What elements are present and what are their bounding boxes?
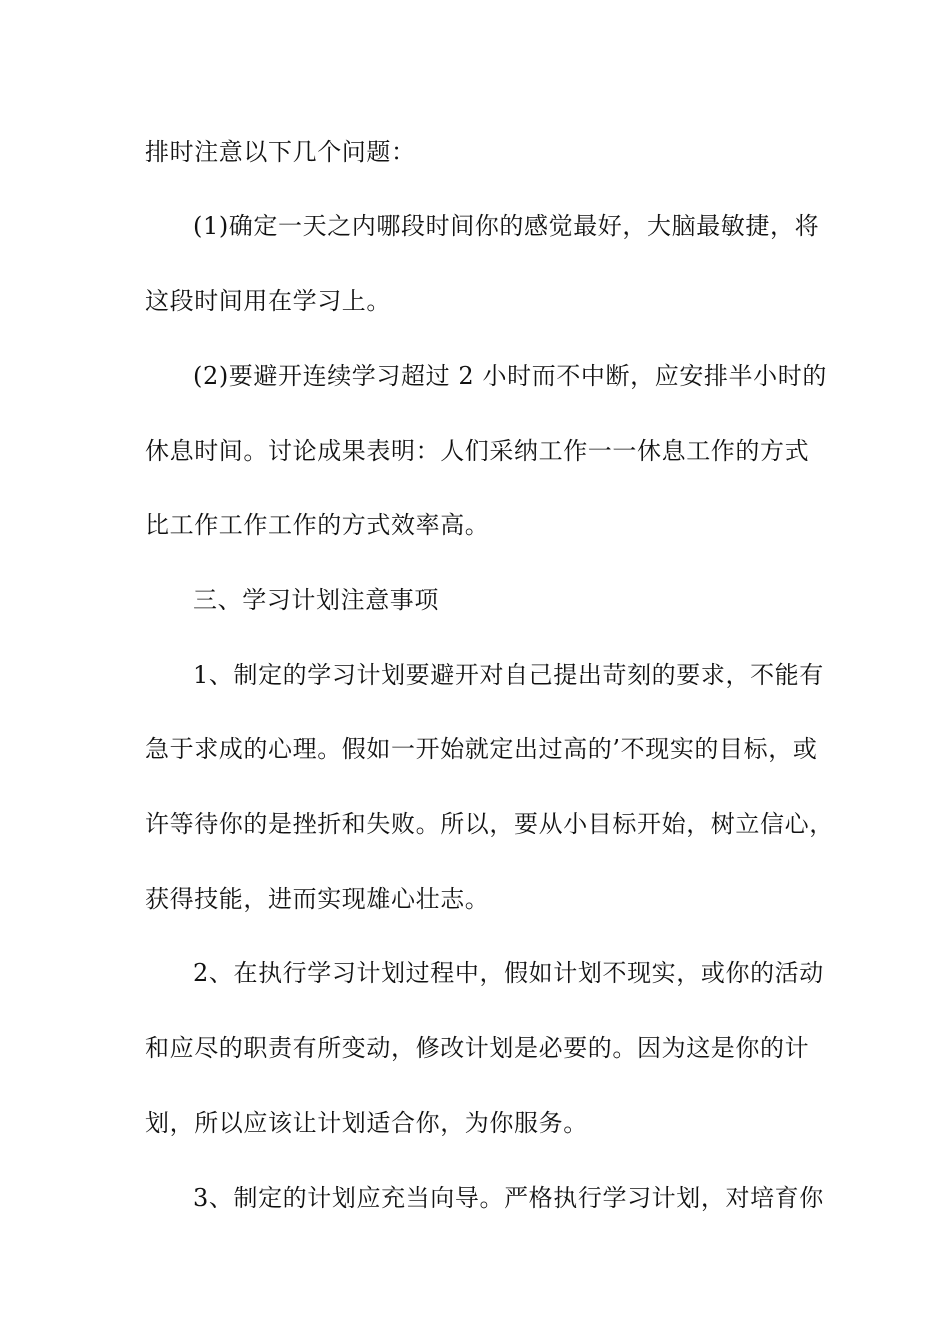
text-line-11: 获得技能，进而实现雄心壮志。 [145,885,490,913]
text-line-8: 1、制定的学习计划要避开对自己提出苛刻的要求，不能有 [193,661,824,689]
text-line-13: 和应尽的职责有所变动，修改计划是必要的。因为这是你的计 [145,1034,810,1062]
text-line-1: 排时注意以下几个问题： [145,138,416,166]
section-heading: 三、学习计划注意事项 [193,586,439,614]
text-line-4: (2)要避开连续学习超过 2 小时而不中断，应安排半小时的 [193,362,827,390]
text-line-6: 比工作工作工作的方式效率高。 [145,511,490,539]
text-line-10: 许等待你的是挫折和失败。所以，要从小目标开始，树立信心， [145,810,834,838]
text-line-9: 急于求成的心理。假如一开始就定出过高的’不现实的目标，或 [145,735,818,763]
text-line-5: 休息时间。讨论成果表明：人们采纳工作一一休息工作的方式 [145,437,810,465]
text-line-2: (1)确定一天之内哪段时间你的感觉最好，大脑最敏捷，将 [193,212,820,240]
text-line-3: 这段时间用在学习上。 [145,287,391,315]
text-line-14: 划，所以应该让计划适合你，为你服务。 [145,1109,588,1137]
text-line-12: 2、在执行学习计划过程中，假如计划不现实，或你的活动 [193,959,824,987]
text-line-15: 3、制定的计划应充当向导。严格执行学习计划，对培育你 [193,1184,824,1212]
